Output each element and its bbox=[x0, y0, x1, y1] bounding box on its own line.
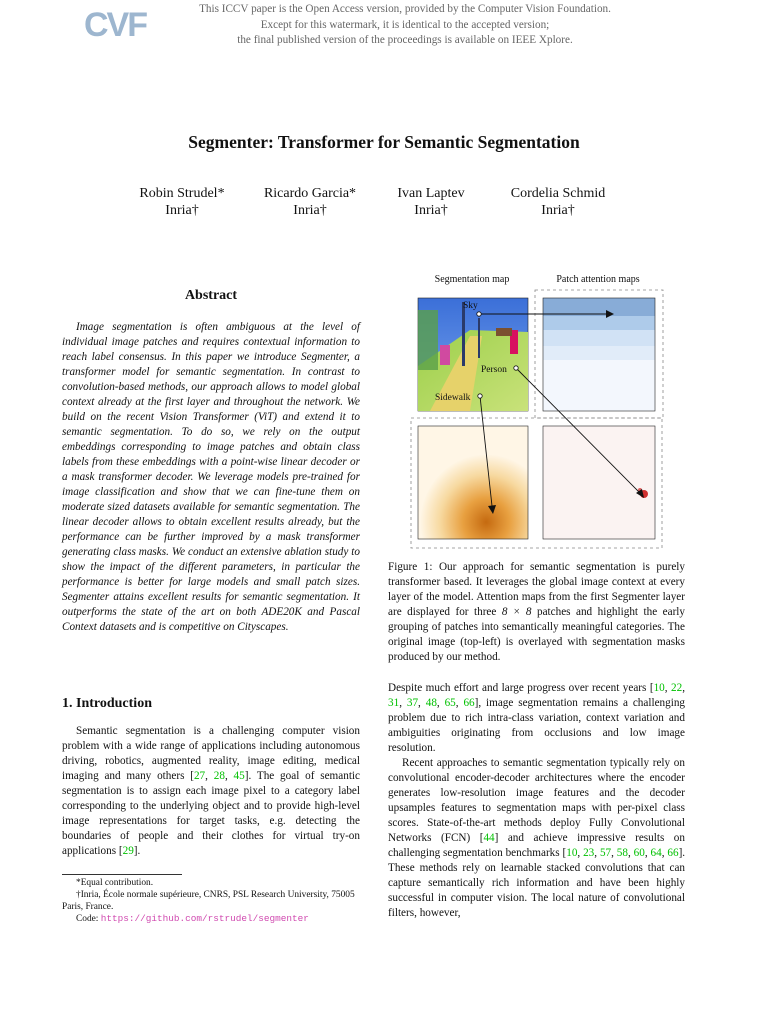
text-run: ]. bbox=[133, 845, 141, 857]
label-person: Person bbox=[481, 365, 507, 375]
attention-map-sidewalk bbox=[418, 426, 528, 539]
author-block bbox=[502, 185, 614, 219]
intro-paragraph: Semantic segmentation is a challenging computer vision problem with a wide range of applications including autonomous driving, robotics, augmented reality, image editing, medical imaging and many others [27, 28, 45]. The goal of semantic segmentation is to assign each image pixel to a category label corresponding to the underlying object and to provide high-level image representations for target tasks, e.g. detecting the boundaries of people and their clothes for virtual try-on applications [29]. bbox=[62, 725, 361, 857]
watermark-notice bbox=[150, 2, 660, 49]
author-affiliation: Inria† bbox=[414, 203, 448, 218]
query-point-person bbox=[514, 366, 518, 370]
citation-link[interactable]: 10 bbox=[653, 682, 665, 694]
citation-link[interactable]: 31 bbox=[388, 697, 400, 709]
citation-link[interactable]: 65 bbox=[444, 697, 456, 709]
citation-link[interactable]: 23 bbox=[583, 847, 595, 859]
text-run: Despite much effort and large progress over recent years [ bbox=[388, 682, 654, 694]
author-block bbox=[256, 185, 364, 219]
label-sky: Sky bbox=[463, 301, 478, 311]
text-run: ] and achieve impressive results on challenging segmentation benchmarks [ bbox=[388, 832, 685, 859]
text-run: ]. These methods rely on learnable stacked convolutions that can capture semantically rich information and have been highly successful in computer vision. The local nature of convolutional filters, however, bbox=[388, 847, 686, 919]
footnote-equal-contribution: *Equal contribution. bbox=[76, 878, 154, 888]
citation-link[interactable]: 44 bbox=[483, 832, 495, 844]
text-run: ], image segmentation remains a challenging problem due to rich intra-class variation, context variation and ambiguities originating from occlusions and low image resolution. bbox=[388, 697, 686, 754]
footnote-rule bbox=[62, 874, 182, 875]
footnotes bbox=[62, 874, 360, 925]
caption-math: 8 × 8 bbox=[501, 606, 532, 618]
author-name: Cordelia Schmid bbox=[510, 186, 606, 201]
author-affiliation: Inria† bbox=[293, 203, 327, 218]
citation-link[interactable]: 27 bbox=[193, 770, 206, 782]
query-point-sky bbox=[477, 312, 481, 316]
label-segmentation-map: Segmentation map bbox=[434, 274, 510, 285]
author-block bbox=[132, 185, 232, 219]
citation-link[interactable]: 66 bbox=[463, 697, 475, 709]
citation-link[interactable]: 57 bbox=[599, 847, 612, 859]
citation-link[interactable]: 58 bbox=[616, 847, 628, 859]
watermark-line: This ICCV paper is the Open Access version, provided by the Computer Vision Foundation. bbox=[199, 3, 611, 15]
author-name: Robin Strudel* bbox=[139, 186, 225, 201]
author-affiliation: Inria† bbox=[541, 203, 575, 218]
footnote-code bbox=[62, 913, 360, 925]
citation-link[interactable]: 28 bbox=[213, 770, 225, 782]
citation-link[interactable]: 66 bbox=[667, 847, 679, 859]
text-run: Semantic segmentation is a challenging computer vision problem with a wide range of applications including autonomous driving, robotics, augmented reality, image editing, medical imaging and many others [ bbox=[62, 725, 360, 782]
text-run: Figure 1: Our approach for semantic segmentation is purely transformer based. It leverages the global image context at every layer of the model. Attention maps from the first Segmenter layer are displayed for three bbox=[388, 561, 685, 618]
citation-link[interactable]: 22 bbox=[671, 682, 683, 694]
label-sidewalk: Sidewalk bbox=[435, 393, 471, 403]
paper-title: Segmenter: Transformer for Semantic Segmentation bbox=[188, 132, 580, 152]
citation-link[interactable]: 45 bbox=[233, 770, 245, 782]
intro-paragraph: Despite much effort and large progress over recent years [10, 22, 31, 37, 48, 65, 66], image segmentation remains a challenging problem due to rich intra-class variation, context variation and ambiguities originating from occlusions and low image resolution. bbox=[388, 682, 686, 754]
author-name: Ricardo Garcia* bbox=[263, 186, 357, 201]
text-run: ]. The goal of semantic segmentation is to assign each image pixel to a category label corresponding to the underlying object and to provide high-level image representations for target tasks, e.g. detecting the boundaries of people and their clothes for virtual try-on applications [ bbox=[62, 770, 361, 857]
citation-link[interactable]: 10 bbox=[566, 847, 578, 859]
citation-link[interactable]: 60 bbox=[633, 847, 645, 859]
intro-paragraph: Recent approaches to semantic segmentation typically rely on convolutional encoder-decoder architectures where the encoder generates low-resolution image features and the decoder upsamples features to segmentation maps with per-pixel class scores. State-of-the-art methods deploy Fully Convolutional Networks (FCN) [44] and achieve impressive results on challenging segmentation benchmarks [10, 23, 57, 58, 60, 64, 66]. These methods rely on learnable stacked convolutions that can capture semantically rich information and have been highly successful in computer vision. The local nature of convolutional filters, however, bbox=[388, 757, 686, 919]
label-patch-attention-maps: Patch attention maps bbox=[556, 274, 640, 285]
attention-map-sky bbox=[543, 298, 655, 411]
author-block bbox=[388, 185, 474, 219]
watermark-line: Except for this watermark, it is identical to the accepted version; bbox=[260, 18, 550, 31]
citation-link[interactable]: 48 bbox=[425, 697, 437, 709]
figure-1-caption bbox=[388, 560, 685, 665]
query-point-sidewalk bbox=[478, 394, 482, 398]
text-run: patches and highlight the early grouping of patches into semantically meaningful categories. The original image (top-left) is overlayed with segmentation masks produced by our method. bbox=[388, 606, 685, 663]
author-affiliation: Inria† bbox=[165, 203, 199, 218]
watermark-line: the final published version of the proceedings is available on IEEE Xplore. bbox=[237, 34, 573, 46]
code-url-link[interactable]: https://github.com/rstrudel/segmenter bbox=[100, 913, 309, 924]
cvf-logo: CVF bbox=[84, 6, 146, 44]
citation-link[interactable]: 29 bbox=[122, 845, 134, 857]
figure-1 bbox=[410, 270, 670, 555]
author-name: Ivan Laptev bbox=[397, 186, 465, 201]
intro-right-column bbox=[388, 681, 685, 921]
footnote-code-label: Code: bbox=[76, 914, 101, 924]
attention-map-person bbox=[543, 426, 655, 539]
citation-link[interactable]: 64 bbox=[650, 847, 662, 859]
text-run: Recent approaches to semantic segmentation typically rely on convolutional encoder-decoder architectures where the encoder generates low-resolution image features and the decoder upsamples features to segmentation maps with per-pixel class scores. State-of-the-art methods deploy Fully Convolutional Networks (FCN) [ bbox=[388, 757, 685, 844]
section-heading-introduction: 1. Introduction bbox=[62, 696, 152, 711]
footnote-affiliation: †Inria, École normale supérieure, CNRS, PSL Research University, 75005 Paris, France. bbox=[62, 890, 355, 912]
abstract-text: Image segmentation is often ambiguous at the level of individual image patches and requires contextual information to reach label consensus. In this paper we introduce Segmenter, a transformer model for semantic segmentation. In contrast to convolution-based methods, our approach allows to model global context already at the first layer and throughout the network. We build on the recent Vision Transformer (ViT) and extend it to semantic segmentation. To do so, we rely on the output embeddings corresponding to image patches and obtain class labels from these embeddings with a point-wise linear decoder or a mask transformer decoder. We leverage models pre-trained for image classification and show that we can fine-tune them on moderate sized datasets available for semantic segmentation. The linear decoder allows to obtain excellent results already, but the performance can be further improved by a mask transformer generating class masks. We conduct an extensive ablation study to show the impact of the different parameters, in particular the performance is better for large models and small patch sizes. Segmenter attains excellent results for semantic segmentation. It outperforms the state of the art on both ADE20K and Pascal Context datasets and is competitive on Cityscapes. bbox=[62, 321, 360, 633]
citation-link[interactable]: 37 bbox=[406, 697, 419, 709]
abstract-heading: Abstract bbox=[184, 288, 238, 303]
